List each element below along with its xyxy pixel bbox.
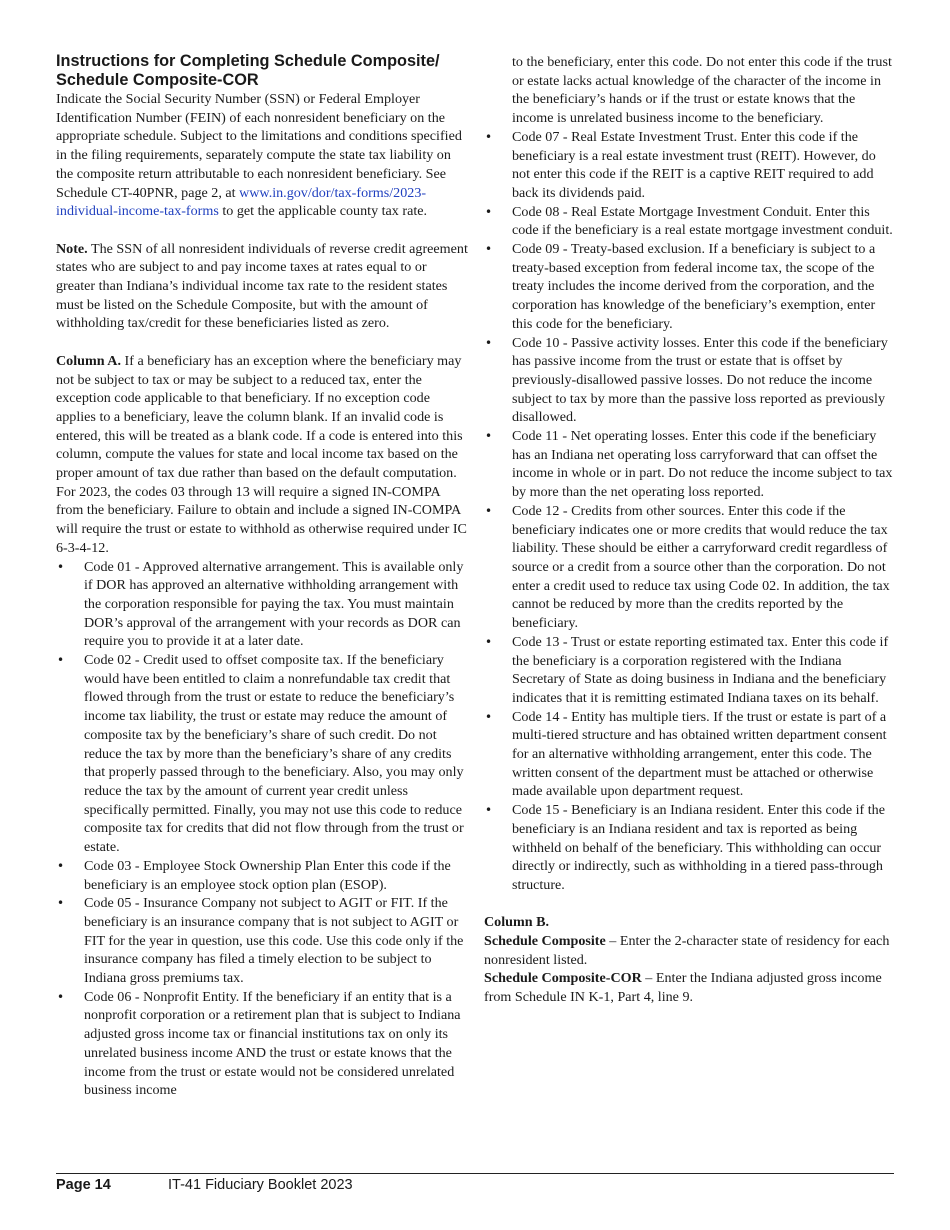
codes-list-right [484, 53, 896, 895]
bullet-icon: • [57, 989, 65, 1004]
list-item [484, 128, 896, 203]
schedule-composite-cor-lead: Schedule Composite-COR [484, 970, 642, 987]
page-number: Page 14 [56, 1177, 111, 1193]
schedule-composite-cor-text: – Enter the Indiana adjusted gross income from Schedule IN K-1, Part 4, line 9. [484, 970, 882, 1006]
list-item [56, 558, 468, 652]
code-text: Code 03 - Employee Stock Ownership Plan Enter this code if the beneficiary is an employee stock option plan (ESOP). [84, 857, 451, 893]
note-paragraph [56, 240, 468, 334]
code-text: Code 11 - Net operating losses. Enter this code if the beneficiary has an Indiana net operating loss carryforward that can offset the income in whole or in part. Do not reduce the income subject to tax by more than the net operating loss reported. [512, 428, 893, 501]
bullet-icon: • [57, 858, 65, 873]
intro-paragraph [56, 90, 468, 221]
bullet-icon: • [485, 335, 493, 350]
bullet-icon: • [57, 896, 65, 911]
column-a-text: If a beneficiary has an exception where the beneficiary may not be subject to tax or may be subject to a reduced tax, enter the exception code applicable to that beneficiary. If no exception code applies to a beneficiary, leave the column blank. If an invalid code is entered, this will be treated as a blank code. If a code is entered into this column, compute the values for state and local income tax based on the proper amount of tax due rather than based on the default computation. For 2023, the codes 03 through 13 will require a signed IN-COMPA from the beneficiary. Failure to obtain and include a signed IN-COMPA will require the trust or estate to withhold as otherwise required under IC 6-3-4-12. [56, 352, 467, 556]
code-text: Code 09 - Treaty-based exclusion. If a beneficiary is subject to a treaty-based exception from federal income tax, the scope of the treaty includes the income derived from the corporation, and the corporation has knowledge of the beneficiary’s exemption, enter this code for the beneficiary. [512, 241, 876, 332]
code-text: Code 08 - Real Estate Mortgage Investment Conduit. Enter this code if the beneficiary is a real estate mortgage investment conduit. [512, 203, 893, 239]
code-text: Code 14 - Entity has multiple tiers. If the trust or estate is part of a multi-tiered structure and has obtained written department consent for an alternative withholding arrangement, enter this code. The written consent of the department must be attached or otherwise made available upon department request. [512, 708, 887, 800]
list-item [56, 857, 468, 894]
section-heading: Instructions for Completing Schedule Composite/ Schedule Composite-COR [56, 52, 440, 89]
code-text: Code 10 - Passive activity losses. Enter this code if the beneficiary has passive income from the trust or estate that is offset by previously-disallowed passive losses. Do not reduce the income subject to tax by more than the passive loss reported as previously disallowed. [512, 334, 888, 426]
booklet-title: IT-41 Fiduciary Booklet 2023 [168, 1177, 353, 1193]
note-text: The SSN of all nonresident individuals of reverse credit agreement states who are subject to and pay income taxes at rates equal to or greater than Indiana’s individual income tax rate to the resident states must be listed on the Schedule Composite, but with the amount of withholding tax/credit for these beneficiaries listed as zero. [56, 240, 468, 332]
list-item [484, 502, 896, 633]
schedule-composite-text: – Enter the 2-character state of residency for each nonresident listed. [484, 933, 890, 968]
code-text: Code 02 - Credit used to offset composite tax. If the beneficiary would have been entitled to claim a nonrefundable tax credit that flowed through from the trust or estate to reduce the beneficiary’s income tax liability, the trust or estate may reduce the amount of composite tax by the beneficiary’s share of such credit. Do not reduce the tax by more than the beneficiary’s share of any credits that properly passed through to the beneficiary. Also, you may only reduce the tax by the amount of current year credit unless specifically permitted. Finally, you may not use this code to reduce composite tax for credits that did not flow through from the trust or estate. [84, 652, 464, 856]
left-column [56, 52, 468, 1100]
bullet-icon: • [57, 559, 65, 574]
code-text: to the beneficiary, enter this code. Do not enter this code if the trust or estate lacks actual knowledge of the character of the income in the beneficiary’s hands or if the trust or estate knows that the income is unrelated business income to the beneficiary. [512, 54, 892, 127]
code-text: Code 15 - Beneficiary is an Indiana resident. Enter this code if the beneficiary is an Indiana resident and tax is reported as being withheld on behalf of the beneficiary. This withholding can occur directly or indirectly, such as withholding in a tiered pass-through structure. [512, 802, 885, 893]
code-text: Code 01 - Approved alternative arrangement. This is available only if DOR has approved an alternative withholding arrangement with the corporation responsible for paying the tax. You must maintain DOR’s approval of the arrangement with your records as DOR can require you to provide it at a later date. [84, 558, 464, 650]
list-item [484, 334, 896, 428]
codes-list-left [56, 558, 468, 1100]
list-item [484, 708, 896, 802]
page-footer [56, 1176, 353, 1195]
code-text: Code 07 - Real Estate Investment Trust. Enter this code if the beneficiary is a real estate investment trust (REIT). However, do not enter this code if the REIT is a captive REIT required to add back its dividends paid. [512, 128, 876, 201]
list-item [484, 203, 896, 240]
column-a-paragraph [56, 352, 468, 558]
intro-after-link: to get the applicable county tax rate. [218, 203, 428, 220]
list-item [56, 894, 468, 988]
right-column [484, 53, 896, 1007]
code-text: Code 12 - Credits from other sources. Enter this code if the beneficiary indicates one or more credits that would reduce the tax liability. These should be either a carryforward credit regardless of source or a credit from a source other than the corporation. Do not enter a credit used to reduce tax using Code 02. In addition, the tax cannot be reduced by more than the credits reported by the beneficiary. [512, 502, 890, 632]
intro-text: Indicate the Social Security Number (SSN) or Federal Employer Identification Number (FEIN) of each nonresident beneficiary on the appropriate schedule. Subject to the limitations and conditions specified in the filing requirements, separately compute the state tax liability on the composite return attributable to each nonresident beneficiary. See Schedule CT-40PNR, page 2, at [56, 91, 462, 201]
list-item [484, 801, 896, 895]
note-lead: Note. [56, 240, 88, 257]
bullet-icon: • [485, 429, 493, 444]
schedule-composite-lead: Schedule Composite [484, 933, 606, 950]
bullet-icon: • [485, 204, 493, 219]
list-item [484, 633, 896, 708]
bullet-icon: • [485, 129, 493, 144]
schedule-composite-paragraph [484, 932, 896, 969]
list-item-continued [484, 53, 896, 128]
bullet-icon: • [57, 653, 65, 668]
list-item [56, 988, 468, 1100]
code-text: Code 06 - Nonprofit Entity. If the beneficiary if an entity that is a nonprofit corporation or a retirement plan that is subject to Indiana adjusted gross income tax or financial institutions tax on only its unrelated business income AND the trust or estate knows that the income from the trust or estate would not be considered unrelated business income [84, 988, 461, 1099]
bullet-icon: • [485, 634, 493, 649]
column-b-heading: Column B. [484, 914, 550, 931]
code-text: Code 13 - Trust or estate reporting estimated tax. Enter this code if the beneficiary is a corporation registered with the Indiana Secretary of State as doing business in Indiana and the beneficiary indicates that it is remitting estimated Indiana taxes on its behalf. [512, 633, 889, 706]
list-item [484, 427, 896, 502]
bullet-icon: • [485, 803, 493, 818]
list-item [56, 651, 468, 857]
footer-divider [56, 1173, 894, 1174]
bullet-icon: • [485, 709, 493, 724]
list-item [484, 240, 896, 334]
bullet-icon: • [485, 503, 493, 518]
schedule-composite-cor-paragraph [484, 969, 896, 1006]
bullet-icon: • [485, 242, 493, 257]
code-text: Code 05 - Insurance Company not subject to AGIT or FIT. If the beneficiary is an insurance company that is not subject to AGIT or FIT for the year in question, use this code. Use this code only if the insurance company has filed a timely election to be subject to Indiana gross premiums tax. [84, 895, 464, 987]
tax-forms-link[interactable]: www.in.gov/dor/tax-forms/2023-individual-income-tax-forms [56, 184, 427, 220]
column-a-lead: Column A. [56, 352, 122, 369]
